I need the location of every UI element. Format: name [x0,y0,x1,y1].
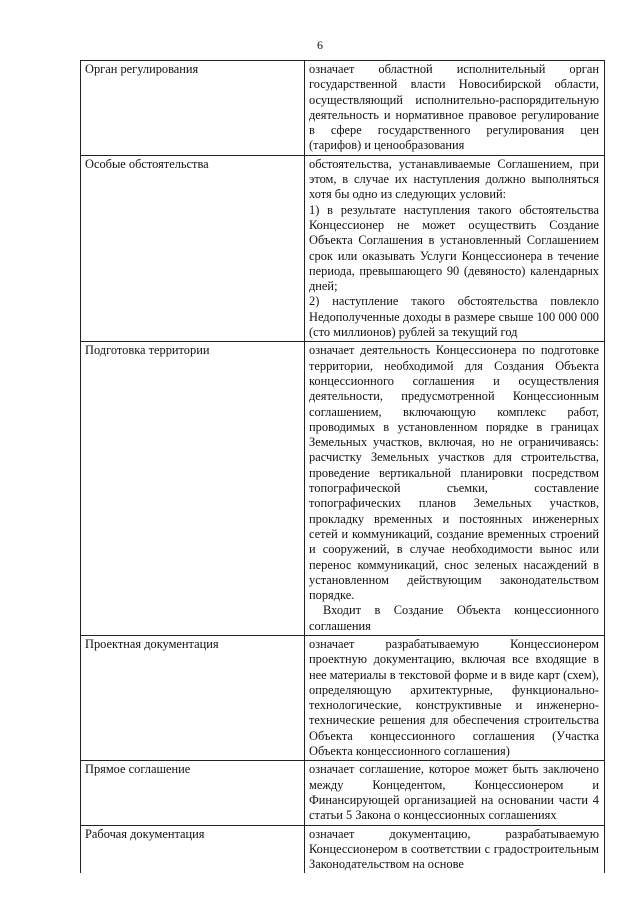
definition-cell [305,635,605,760]
table-row [81,342,605,636]
term-cell: Рабочая документация [81,825,305,873]
definition-paragraph: означает областной исполнительный орган государственной власти Новосибирской области, осуществляющий исполнительно-распорядительную деятельность и нормативное правовое регулирование в сфере государственного регулирования цен (тарифов) и ценообразования [309,62,599,153]
definition-paragraph: означает разрабатываемую Концессионером проектную документацию, включая все входящие в нее материалы в текстовой форме и в виде карт (схем), определяющую архитектурные, функционально-технологические, конструктивные и инженерно-технические решения для обеспечения строительства Объекта концессионного соглашения (Участка Объекта концессионного соглашения) [309,636,599,759]
definition-paragraph: Входит в Создание Объекта концессионного соглашения [309,603,599,633]
definition-paragraph: обстоятельства, устанавливаемые Соглашением, при этом, в случае их наступления должно выполняться хотя бы одно из следующих условий: [309,156,599,202]
definitions-table [80,60,605,873]
term-cell: Подготовка территории [81,342,305,636]
definition-paragraph: означает соглашение, которое может быть заключено между Концедентом, Концессионером и Финансирующей организацией на основании части 4 статьи 5 Закона о концессионных соглашениях [309,762,599,823]
definition-cell [305,342,605,636]
term-cell: Особые обстоятельства [81,155,305,342]
term-cell: Орган регулирования [81,61,305,156]
definition-cell [305,61,605,156]
term-cell: Прямое соглашение [81,761,305,825]
table-row [81,155,605,342]
table-row [81,761,605,825]
table-row [81,61,605,156]
table-row [81,635,605,760]
definition-paragraph: означает документацию, разрабатываемую Концессионером в соответствии с градостроительным Законодательством на основе [309,826,599,872]
definition-cell [305,825,605,873]
table-row [81,825,605,873]
page-number: 6 [317,38,323,52]
definition-cell [305,155,605,342]
definition-paragraph: 2) наступление такого обстоятельства повлекло Недополученные доходы в размере свыше 100 000 000 (сто миллионов) рублей за текущий год [309,294,599,340]
definition-cell [305,761,605,825]
definition-paragraph: 1) в результате наступления такого обстоятельства Концессионер не может осуществить Создание Объекта Соглашения в установленный Соглашением срок или оказывать Услуги Концессионера в течение периода, превышающего 90 (девяносто) календарных дней; [309,202,599,294]
definition-paragraph: означает деятельность Концессионера по подготовке территории, необходимой для Создания Объекта концессионного соглашения и осуществления деятельности, предусмотренной Концессионным соглашением, включающую комплекс работ, проводимых в установленном порядке в границах Земельных участков, включая, но не ограничиваясь: расчистку Земельных участков для строительства, проведение вертикальной планировки посредством топографической съемки, составление топографических планов Земельных участков, прокладку временных и постоянных инженерных сетей и коммуникаций, создание временных строений и сооружений, в случае необходимости вынос или перенос коммуникаций, снос зеленых насаждений в установленном действующим законодательством порядке. [309,343,599,603]
term-cell: Проектная документация [81,635,305,760]
